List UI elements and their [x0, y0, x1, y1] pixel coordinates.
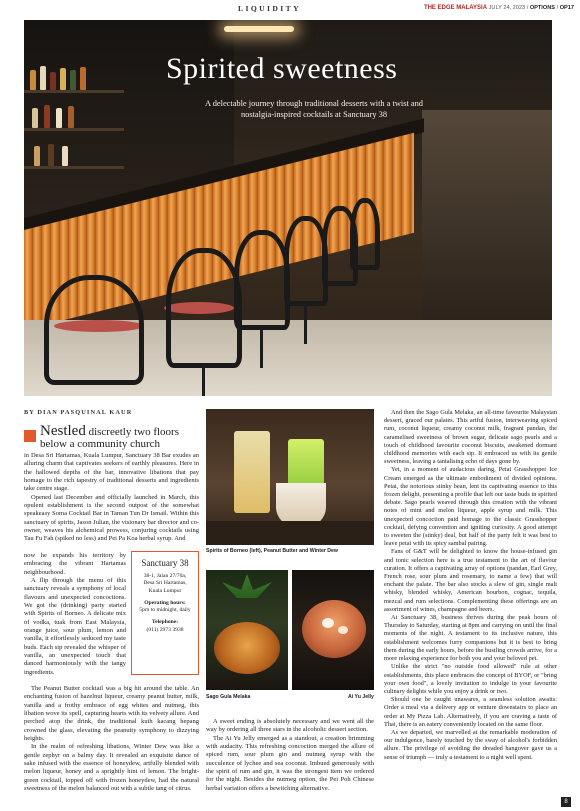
dessert-bowl: [214, 622, 280, 674]
bottle: [48, 144, 54, 166]
paragraph: Yet, in a moment of audacious daring, Petai Grasshopper Ice Cream emerged as the ultimate embodiment of divided opinions. Petai, the notorious stinky bean, lent its captivating essence to this frozen delight, presenting a profile that left our taste buds in spirited debate. Sago pearls weaved through this creation with the vibrant notes of mint and melon liqueur, apple syrup and milk. This unexpected concoction paid homage to the classic Grasshopper cocktail, defying convention and igniting curiosity. A good attempt to sweeten the (stinky) deal, but half of the party felt it was best to leave petai with its spicy sambal pairing.: [384, 466, 557, 548]
bottle: [40, 66, 46, 90]
address-line: Kuala Lumpur: [148, 587, 182, 594]
column-1-bottom: [24, 685, 199, 793]
orange-square-marker: [24, 430, 36, 442]
intro-lede-text: discreetly two floors below a community church: [40, 426, 180, 450]
paragraph: In the realm of refreshing libations, Winter Dew was like a gentle zephyr on a balmy day. It revealed an exquisite dance of sake infused with the essence of honeydew, artfully blended with melon liqueur, honey and a sprightly hint of lemon. The bright-green cocktail, topped off with frozen honeydew, had the natural sweetness of the melon balanced out with a subtle tang of citrus.: [24, 743, 199, 793]
bottle: [70, 70, 76, 90]
stool-leg: [202, 366, 205, 396]
paragraph: now he expands his territory by embracing the vibrant Hartamas neighbourhood.: [24, 552, 126, 576]
masthead: [424, 5, 574, 11]
paragraph: Unlike the strict "no outside food allowed" rule at other establishments, this place embraces the concept of BYOF, or "bring your own food", a lovely invitation to indulge in your favourite culinary delights while you enjoy a drink or two.: [384, 663, 557, 695]
jelly-bowl: [302, 600, 366, 658]
paragraph: Opened last December and officially launched in March, this opulent establishment is the second outpost of the somewhat speakeasy Soma Cocktail Bar in Taman Tun Dr Ismail. Within this sanctuary of spirits, Jason Julian, the visionary bar director and co-owner, weaves his alchemical prowess, conjuring cocktails using Tau Fu Fah (spiked no less) and Pei Pa Koa herbal syrup. And: [24, 493, 199, 543]
page-header: [0, 0, 580, 20]
phone-label: Telephone:: [151, 619, 179, 626]
standfirst: A delectable journey through traditional desserts with a twist and nostalgia-inspired cocktails at Sanctuary 38: [205, 99, 423, 119]
paragraph: Should one be caught unawares, a seamless solution awaits: Order a meal via a delivery app or venture downstairs to place an order at My Pizza Lab. Alternatively, if you are craving a taste of Thai, there is an eatery conveniently located on the same floor.: [384, 696, 557, 728]
paragraph: A sweet ending is absolutely necessary and we went all the way by ordering all three stars in the alcoholic dessert section.: [206, 718, 374, 734]
category-name: OPTIONS: [529, 5, 555, 11]
bar-stool: [350, 198, 380, 270]
bar-stool: [234, 230, 290, 330]
page-code: OP17: [559, 5, 574, 11]
masthead-separator: /: [526, 5, 529, 11]
pandan-leaves: [222, 574, 272, 614]
lounge-area: [422, 110, 552, 330]
stool-leg: [304, 304, 307, 344]
venue-name: Sanctuary 38: [141, 558, 189, 568]
shelf: [24, 166, 124, 169]
issue-date: JULY 24, 2023: [488, 5, 526, 11]
publication-name: THE EDGE MALAYSIA: [423, 5, 488, 11]
stool-leg: [260, 328, 263, 368]
paragraph: And then the Sago Gula Melaka, an all-time favourite Malaysian dessert, graced our palates. This artful fusion, interweaving spiced rum, coconut liqueur, creamy coconut milk, fragrant pandan, the caramelised sweetness of brown sugar, delicate sago pearls and a touch of childhood favourite coconut biscuits, awakened dormant childhood memories with each sip. It embraced us with its gentle sweetness, leaving a tantalising echo of days gone by.: [384, 409, 557, 466]
bottle: [50, 72, 56, 90]
bar-stool: [166, 248, 242, 368]
phone-number: (011) 2973 3938: [146, 626, 184, 633]
lychee: [338, 626, 348, 634]
paragraph: Fans of G&T will be delighted to know the house-infused gin and tonic selection here is a true testament to the art of flavour curation. It offers a captivating array of options (pandan, Earl Grey, French rose, sour plum and rosemary, to name a few) that will enchant the palate. The bar also stocks a slew of gin, single malt whisky, blended whisky, American bourbon, cognac, tequila, mezcal and rum selections. Complementing these offerings are an assortment of wines, champagne and beers.: [384, 548, 557, 613]
masthead-separator-2: /: [556, 5, 559, 11]
bottle: [44, 105, 50, 128]
bottle: [56, 108, 62, 128]
hours-label: Operating hours:: [144, 599, 186, 606]
dropcap-word: Nestled: [40, 423, 86, 439]
address-line: Desa Sri Hartamas,: [143, 580, 187, 587]
bottle: [62, 146, 68, 166]
ai-yu-jelly-photo: [292, 570, 374, 690]
sago-gula-melaka-photo: [206, 570, 288, 690]
spirits-of-borneo-glass: [234, 431, 270, 513]
paragraph: As we departed, we marvelled at the remarkable moderation of our indulgence, barely touched by the sway of alcohol's forbidden allure. The privilege of avoiding the dreaded hangover gave us a sense of triumph — truly a testament to a night well spent.: [384, 728, 557, 761]
ceiling-light: [224, 26, 294, 32]
hero-photo: [24, 20, 552, 396]
page-number: 8: [561, 797, 571, 807]
section-title: LIQUIDITY: [238, 4, 301, 13]
shelf: [24, 90, 124, 93]
paragraph: At Sanctuary 38, business thrives during the peak hours of Thursday to Saturday, starting at 8pm and carrying on until the final moments of the night. A testament to its inclusive nature, this establishment welcomes furry companions but it is best to bring them during the early hours, before the bustling crowds arrive, for a more relaxing experience for both you and your beloved pet.: [384, 614, 557, 663]
caption-ai-yu: Ai Yu Jelly: [348, 694, 374, 700]
venue-info-box: [131, 551, 199, 675]
bottle: [30, 70, 36, 90]
bottle: [32, 108, 38, 128]
opening-hours: 5pm to midnight, daily: [139, 607, 191, 614]
paragraph: A flip through the menu of this sanctuary reveals a symphony of local flavours and unexpected concoctions. We got the (drinking) party started with Spirits of Borneo. A delicate mix of vodka, tuak from East Malaysia, orange juice, sour plum, lemon and vanilla, it effortlessly seduced my taste buds. Each sip revealed the whisper of vanilla, an unexpected touch that danced harmoniously with the tangy ingredients.: [24, 577, 126, 676]
caption-cocktails: Spirits of Borneo (left), Peanut Butter and Winter Dew: [206, 548, 338, 554]
paragraph: The Peanut Butter cocktail was a big hit around the table. An enchanting fusion of hazelnut liqueur, creamy peanut butter, milk, vanilla and a frothy embrace of egg whites and nutmeg, this libation wove its spell, capturing hearts with its velvety allure. And perched atop the drink, the traditional kuih kacang hepang crowned the glass, elevating the peanutty symphony to dizzying heights.: [24, 685, 199, 743]
column-1-top: [24, 452, 199, 544]
table-surface: [206, 521, 374, 545]
paragraph: The Ai Yu Jelly emerged as a standout, a creation brimming with audacity. This refreshing concoction merged the allure of spiced rum, sour plum gin and nutmeg syrup with the succulence of lychee and sea coconut. Imbued generously with the spirit of rum and gin, it was the strongest item we ordered for the night. Besides the nutmeg option, the Pei Poh Chinese herbal variation offers a bewitching alternative.: [206, 734, 374, 792]
headline: Spirited sweetness: [166, 52, 398, 85]
bottle: [80, 67, 86, 90]
bottle: [60, 68, 66, 90]
intro-paragraph: in Desa Sri Hartamas, Kuala Lumpur, Sanctuary 38 Bar exudes an alluring charm that captivates seekers of earthly pleasures. Here in the hallowed depths of the bar, innovative libations that pay homage to the rich tapestry of traditional desserts and ingredients take centre stage.: [24, 452, 199, 493]
shelf: [24, 128, 124, 131]
bottle: [68, 106, 74, 128]
column-2: [206, 718, 374, 793]
column-1-wrap: [24, 552, 126, 677]
column-3: [384, 409, 557, 762]
lychee: [322, 618, 334, 628]
caption-sago: Sago Gula Melaka: [206, 694, 251, 700]
bottle: [34, 146, 40, 166]
intro-lede: [40, 425, 196, 450]
bar-stool: [44, 275, 144, 385]
address-line: 38-1, Jalan 27/70a,: [143, 573, 187, 579]
cocktails-photo: [206, 409, 374, 545]
byline: BY DIAN PASQUINAL KAUR: [24, 409, 133, 416]
